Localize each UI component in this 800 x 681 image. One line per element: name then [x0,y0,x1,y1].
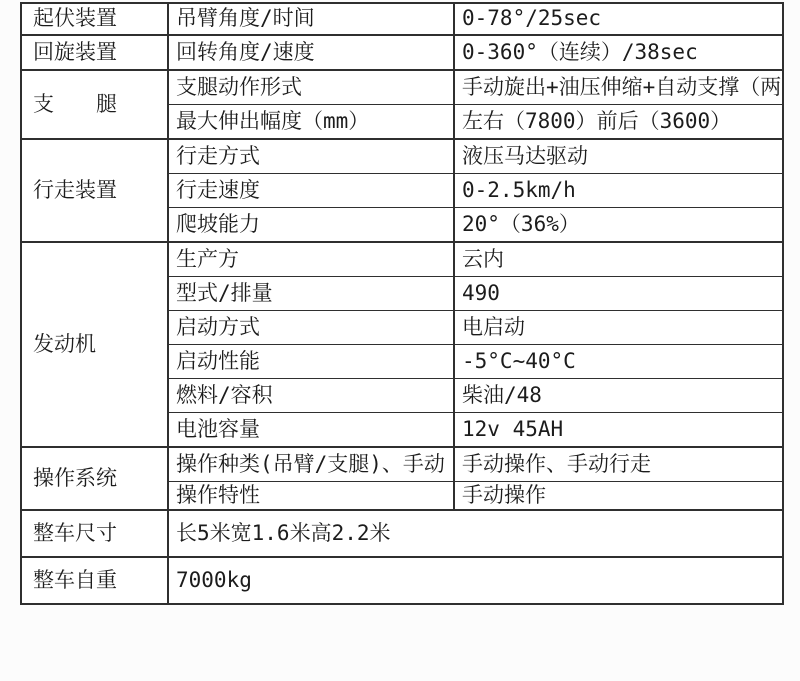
table-row [21,70,783,105]
spec-value-cell: 0-78°/25sec [454,3,783,35]
spec-label-cell: 启动性能 [168,345,454,379]
spec-label-cell: 行走方式 [168,139,454,174]
spec-label-cell: 启动方式 [168,311,454,345]
spec-label-cell: 生产方 [168,242,454,277]
table-row [21,139,783,174]
spec-label-cell: 行走速度 [168,174,454,208]
spec-label-cell: 爬坡能力 [168,208,454,243]
spec-label-cell: 最大伸出幅度（mm） [168,105,454,140]
spec-value-cell: 柴油/48 [454,379,783,413]
section-cell: 整车自重 [21,557,168,604]
spec-label-cell: 支腿动作形式 [168,70,454,105]
section-cell: 发动机 [21,242,168,447]
section-cell: 支 腿 [21,70,168,139]
spec-label-cell: 操作特性 [168,482,454,511]
table-row [21,447,783,482]
table-row [21,510,783,557]
spec-value-cell: 手动旋出+油压伸缩+自动支撑（两 [454,70,783,105]
section-cell: 行走装置 [21,139,168,242]
table-row [21,557,783,604]
spec-label-cell: 型式/排量 [168,277,454,311]
spec-label-cell: 电池容量 [168,413,454,448]
spec-table-container [20,2,784,605]
spec-value-cell: 左右（7800）前后（3600） [454,105,783,140]
spec-value-cell: 20°（36%） [454,208,783,243]
spec-label-cell: 操作种类(吊臂/支腿)、手动 [168,447,454,482]
spec-value-cell-merged: 长5米宽1.6米高2.2米 [168,510,783,557]
spec-value-cell: 电启动 [454,311,783,345]
spec-label-cell: 回转角度/速度 [168,35,454,70]
section-cell: 整车尺寸 [21,510,168,557]
table-row [21,3,783,35]
spec-value-cell: 手动操作 [454,482,783,511]
table-row [21,35,783,70]
spec-value-cell: 0-2.5km/h [454,174,783,208]
spec-value-cell: 云内 [454,242,783,277]
spec-value-cell: 液压马达驱动 [454,139,783,174]
spec-table [20,2,784,605]
spec-label-cell: 吊臂角度/时间 [168,3,454,35]
spec-label-cell: 燃料/容积 [168,379,454,413]
section-cell: 操作系统 [21,447,168,510]
section-cell: 起伏装置 [21,3,168,35]
table-row [21,242,783,277]
spec-value-cell: 0-360°（连续）/38sec [454,35,783,70]
spec-value-cell: 490 [454,277,783,311]
spec-value-cell: 手动操作、手动行走 [454,447,783,482]
section-cell: 回旋装置 [21,35,168,70]
spec-value-cell: 12v 45AH [454,413,783,448]
spec-value-cell: -5°C~40°C [454,345,783,379]
spec-value-cell-merged: 7000kg [168,557,783,604]
